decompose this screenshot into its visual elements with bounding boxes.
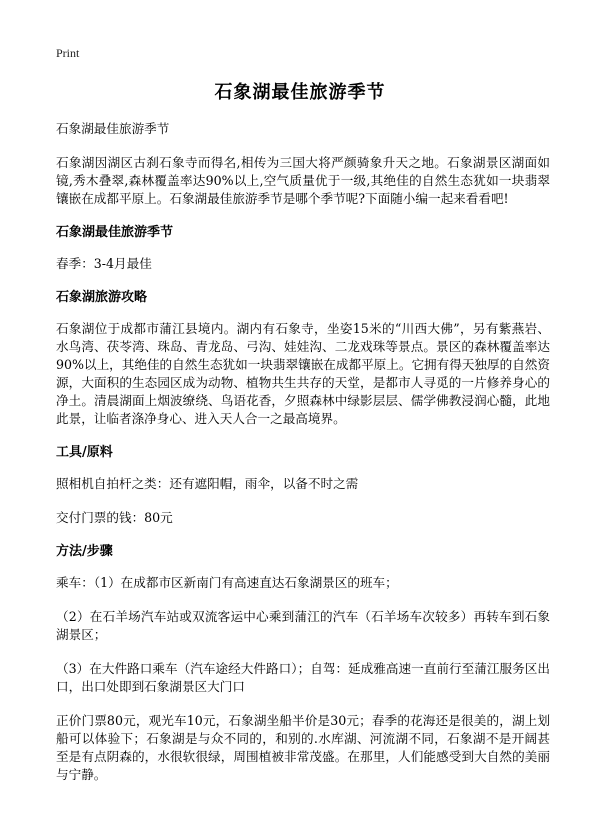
tools-heading: 工具/原料 xyxy=(56,445,113,460)
step-3: （3）在大件路口乘车（汽车途经大件路口）；自驾：延成雅高速一直前行至蒲江服务区出口，出口处即到石象湖景区大门口 xyxy=(56,661,550,694)
steps-heading: 方法/步骤 xyxy=(56,544,113,559)
season-text: 春季：3-4月最佳 xyxy=(56,256,152,271)
tools-item-camera: 照相机自拍杆之类：还有遮阳帽，雨伞，以备不时之需 xyxy=(56,476,359,491)
guide-paragraph: 石象湖位于成都市蒲江县境内。湖内有石象寺，坐姿15米的“川西大佛”，另有紫燕岩、水鸟湾、茯苓湾、珠岛、青龙岛、弓沟、娃娃沟、二龙戏珠等景点。景区的森林覆盖率达90%以上，其绝佳的自然生态犹如一块翡翠镶嵌在成都平原上。它拥有得天独厚的自然资源，大面积的生态园区成为动物、植物共生共存的天堂，是都市人寻觅的一片修养身心的净土。清晨湖面上烟波缭绕、鸟语花香，夕照森林中绿影层层、儒学佛教浸润心髓，此地此景，让临者涤净身心、进入天人合一之最高境界。 xyxy=(56,321,550,426)
step-1: 乘车：（1）在成都市区新南门有高速直达石象湖景区的班车； xyxy=(56,575,398,590)
intro-paragraph: 石象湖因湖区古刹石象寺而得名,相传为三国大将严颜骑象升天之地。石象湖景区湖面如镜,秀木叠翠,森林覆盖率达90%以上,空气质量优于一级,其绝佳的自然生态犹如一块翡翠镶嵌在成都平原上。石象湖最佳旅游季节是哪个季节呢?下面随小编一起来看看吧! xyxy=(56,155,550,206)
print-link[interactable]: Print xyxy=(56,46,80,60)
season-heading: 石象湖最佳旅游季节 xyxy=(56,225,174,240)
step-4: 正价门票80元，观光车10元，石象湖坐船半价是30元；春季的花海还是很美的，湖上划船可以体验下；石象湖是与众不同的，和别的.水库湖、河流湖不同，石象湖不是开阔甚至是有点阴森的，水很软很绿，周围植被非常茂盛。在那里，人们能感受到大自然的美丽与宁静。 xyxy=(56,713,550,782)
step-2: （2）在石羊场汽车站或双流客运中心乘到蒲江的汽车（石羊场车次较多）再转车到石象湖景区； xyxy=(56,609,550,642)
subtitle: 石象湖最佳旅游季节 xyxy=(56,121,170,136)
guide-heading: 石象湖旅游攻略 xyxy=(56,290,148,305)
tools-item-ticket: 交付门票的钱：80元 xyxy=(56,510,173,525)
page-title: 石象湖最佳旅游季节 xyxy=(214,82,386,103)
document-body xyxy=(56,120,550,800)
